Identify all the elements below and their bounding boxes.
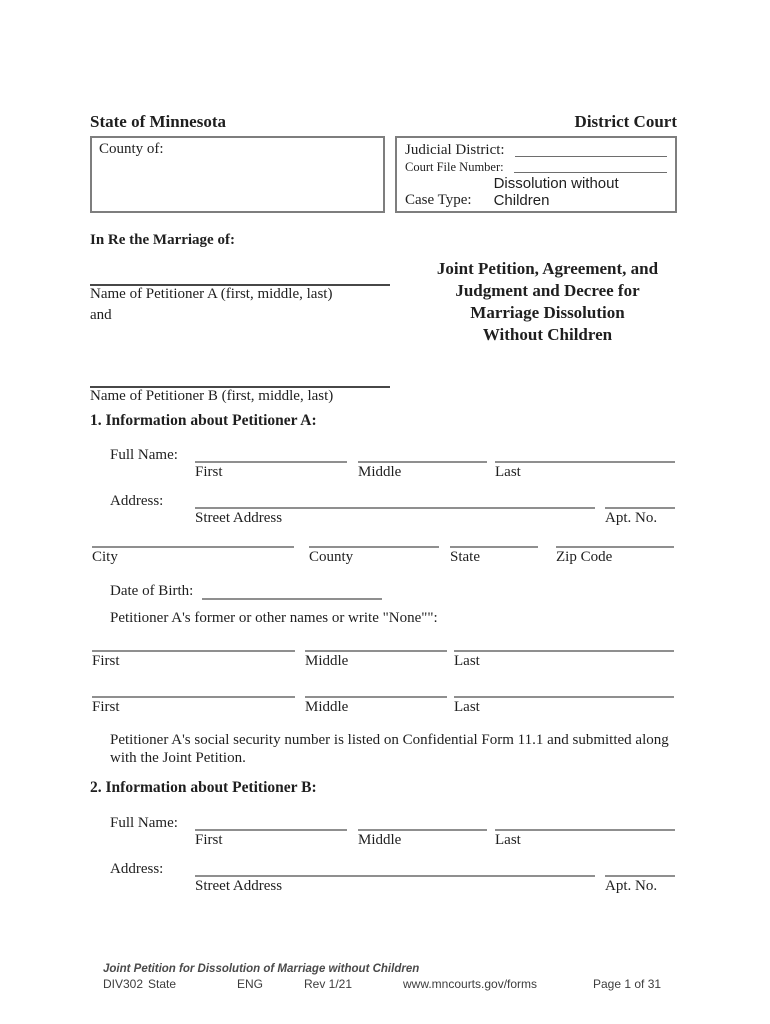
apt-no-label: Apt. No. xyxy=(605,878,658,894)
footer-form-id: DIV302 xyxy=(103,977,144,991)
former-last-field-1[interactable] xyxy=(454,636,674,652)
first-label: First xyxy=(195,832,223,848)
middle-name-field-b[interactable] xyxy=(358,815,487,831)
first-label: First xyxy=(195,464,223,480)
city-state-zip-row-a xyxy=(90,532,677,566)
address-label-a: Address: xyxy=(110,493,164,509)
court-box xyxy=(395,136,677,213)
judicial-district-field[interactable] xyxy=(515,143,667,157)
former-middle-field-1[interactable] xyxy=(305,636,447,652)
middle-name-field-a[interactable] xyxy=(358,447,487,463)
petitioner-b-name-label: Name of Petitioner B (first, middle, last) xyxy=(90,388,334,404)
address-row-a xyxy=(90,493,677,527)
section-1-heading: 1. Information about Petitioner A: xyxy=(90,412,317,429)
last-label: Last xyxy=(495,464,521,480)
title-line-3: Marriage Dissolution xyxy=(470,303,625,322)
former-name-row-1 xyxy=(90,636,677,670)
apt-no-label: Apt. No. xyxy=(605,510,658,526)
footer-form-title: Joint Petition for Dissolution of Marriage without Children xyxy=(103,963,420,975)
last-label: Last xyxy=(454,699,480,715)
city-field-a[interactable] xyxy=(92,532,294,548)
last-label: Last xyxy=(454,653,480,669)
title-line-2: Judgment and Decree for xyxy=(455,281,640,300)
document-title xyxy=(425,258,670,346)
court-file-row xyxy=(405,159,667,175)
state-field-a[interactable] xyxy=(450,532,538,548)
footer-page-number: Page 1 of 31 xyxy=(593,977,662,991)
petitioner-names-block xyxy=(90,269,390,405)
former-first-field-1[interactable] xyxy=(92,636,295,652)
street-address-field-b[interactable] xyxy=(195,861,595,877)
last-name-field-a[interactable] xyxy=(495,447,675,463)
court-file-number-label: Court File Number: xyxy=(405,160,504,174)
zip-code-field-a[interactable] xyxy=(556,532,674,548)
full-name-label-b: Full Name: xyxy=(110,815,178,831)
header-state-title: State of Minnesota xyxy=(90,112,226,131)
case-type-row xyxy=(405,175,667,209)
page-footer xyxy=(103,963,683,993)
case-type-label: Case Type: xyxy=(405,192,472,208)
title-line-1: Joint Petition, Agreement, and xyxy=(436,259,659,278)
first-label: First xyxy=(92,653,120,669)
footer-revision: Rev 1/21 xyxy=(304,977,353,991)
in-re-heading: In Re the Marriage of: xyxy=(90,232,235,248)
former-middle-field-2[interactable] xyxy=(305,682,447,698)
street-address-label: Street Address xyxy=(195,510,283,526)
county-label: County xyxy=(309,549,354,565)
former-first-field-2[interactable] xyxy=(92,682,295,698)
judicial-district-label: Judicial District: xyxy=(405,142,505,158)
footer-meta-row xyxy=(103,977,683,993)
title-line-4: Without Children xyxy=(482,325,613,344)
state-label: State xyxy=(450,549,480,565)
caption-area xyxy=(90,136,677,213)
full-name-row-a xyxy=(90,447,677,481)
petitioner-a-name-field[interactable] xyxy=(90,269,390,286)
petitioner-b-name-field[interactable] xyxy=(90,371,390,388)
county-of-label: County of: xyxy=(99,141,164,157)
case-type-value: Dissolution without Children xyxy=(493,175,619,209)
last-label: Last xyxy=(495,832,521,848)
address-label-b: Address: xyxy=(110,861,164,877)
page-header xyxy=(90,112,677,132)
dob-row-a xyxy=(110,583,382,600)
middle-label: Middle xyxy=(358,832,402,848)
last-name-field-b[interactable] xyxy=(495,815,675,831)
full-name-row-b xyxy=(90,815,677,849)
county-box xyxy=(90,136,385,213)
county-field-a[interactable] xyxy=(309,532,439,548)
petitioner-a-name-label: Name of Petitioner A (first, middle, last) xyxy=(90,286,333,302)
street-address-field-a[interactable] xyxy=(195,493,595,509)
address-row-b xyxy=(90,861,677,895)
footer-url: www.mncourts.gov/forms xyxy=(403,977,538,991)
former-name-row-2 xyxy=(90,682,677,716)
apt-no-field-b[interactable] xyxy=(605,861,675,877)
footer-language: ENG xyxy=(237,977,264,991)
former-names-text: Petitioner A's former or other names or write "None"": xyxy=(110,610,438,626)
street-address-label: Street Address xyxy=(195,878,283,894)
footer-state: State xyxy=(148,977,177,991)
and-label: and xyxy=(90,307,112,323)
first-label: First xyxy=(92,699,120,715)
dob-field-a[interactable] xyxy=(202,584,382,600)
zip-code-label: Zip Code xyxy=(556,549,613,565)
ssn-confidential-text: Petitioner A's social security number is listed on Confidential Form 11.1 and submitted along with the Joint Petition. xyxy=(110,732,669,766)
middle-label: Middle xyxy=(358,464,402,480)
dob-label: Date of Birth: xyxy=(110,583,194,599)
middle-label: Middle xyxy=(305,699,349,715)
apt-no-field-a[interactable] xyxy=(605,493,675,509)
full-name-label-a: Full Name: xyxy=(110,447,178,463)
city-label: City xyxy=(92,549,118,565)
judicial-district-row xyxy=(405,142,667,159)
header-court-title: District Court xyxy=(574,112,677,131)
first-name-field-a[interactable] xyxy=(195,447,347,463)
court-file-number-field[interactable] xyxy=(514,159,667,173)
middle-label: Middle xyxy=(305,653,349,669)
first-name-field-b[interactable] xyxy=(195,815,347,831)
section-2-heading: 2. Information about Petitioner B: xyxy=(90,779,317,796)
former-last-field-2[interactable] xyxy=(454,682,674,698)
